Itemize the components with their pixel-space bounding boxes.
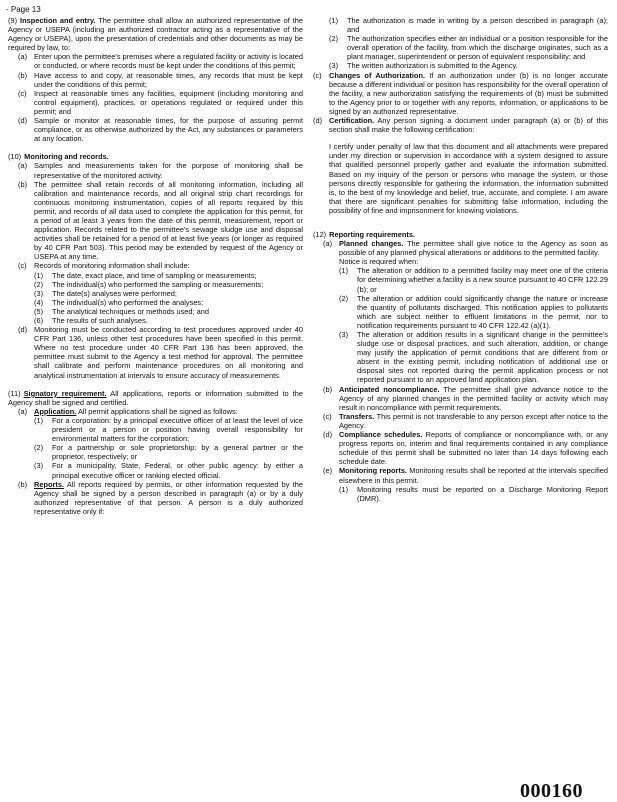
- list-item: [329, 61, 608, 70]
- item-text: Monitoring must be conducted according to test procedures approved under 40 CFR Part 136, unless other test procedures have been specified in this permit. Where no test procedure under 40 CFR Part 136 has been approved, the permittee must submit to the Agency a test method for approval. The permittee shall calibrate and perform maintenance procedures on all monitoring and analytical instrumentation at intervals to ensure accuracy of measurements.: [34, 325, 303, 380]
- section-number: (12): [313, 229, 327, 239]
- item-text: The individual(s) who performed the analyses;: [52, 297, 204, 307]
- section-title: Reporting requirements.: [329, 229, 415, 239]
- list-item: [313, 116, 608, 134]
- item-list: [313, 71, 608, 135]
- item-label: (d): [18, 116, 28, 126]
- section-intro: The permittee shall allow an authorized representative of the Agency or USEPA (including an authorized contractor acting as a representative of the Agency or USEPA), upon the presentation of credentials and other documents as may be required by law, to:: [8, 16, 304, 53]
- item-label: (3): [339, 330, 349, 339]
- item-text: The alteration or addition results in a significant change in the permittee's sludge use or disposal practices, and such alteration, addition, or change may justify the application of permit conditions that are different from or absent in the existing permit, including notification of additional use or disposal sites not reported during the permit application process or not reported pursuant to an approved land application plan.: [357, 330, 608, 385]
- item-text: The authorization specifies either an individual or a position responsible for the overall operation of the facility, from which the discharge originates, such as a plant manager, superintendent or person of equivalent responsibility; and: [347, 34, 608, 62]
- list-item: [34, 271, 303, 280]
- left-column: [8, 16, 303, 525]
- item-label: (1): [34, 270, 44, 280]
- item-text: All permit applications shall be signed as follows:: [77, 406, 238, 416]
- sub-item-list: [339, 266, 608, 384]
- item-label: (1): [329, 16, 339, 25]
- item-label: (d): [323, 430, 333, 440]
- item-label: (c): [18, 88, 27, 98]
- item-label: (c): [313, 70, 322, 80]
- list-item: [18, 161, 303, 179]
- list-item: [18, 325, 303, 380]
- item-text: The date(s) analyses were performed;: [52, 288, 177, 298]
- section-number: (11): [8, 388, 21, 398]
- item-label: (a): [323, 239, 333, 249]
- item-label: (a): [18, 52, 28, 62]
- item-text: Sample or monitor at reasonable times, for the purpose of assuring permit compliance, or as otherwise authorized by the Act, any substances or parameters at any location.: [34, 116, 303, 144]
- item-text: The authorization is made in writing by a person described in paragraph (a); and: [347, 16, 608, 35]
- list-item: [18, 71, 303, 89]
- item-list: [18, 161, 303, 270]
- list-item: [339, 266, 608, 293]
- item-text: The analytical techniques or methods used; and: [52, 306, 209, 316]
- sub-item-list: [34, 271, 303, 326]
- list-item: [339, 294, 608, 330]
- item-label: (a): [18, 161, 28, 171]
- list-item: [18, 89, 303, 116]
- item-label: (b): [18, 70, 28, 80]
- item-label: (1): [339, 266, 349, 276]
- section-title: Monitoring and records.: [24, 152, 109, 162]
- item-label: (1): [34, 415, 44, 425]
- item-text: Samples and measurements taken for the purpose of monitoring shall be representative of the monitored activity.: [34, 161, 303, 180]
- list-item: [323, 430, 608, 466]
- item-label: (d): [18, 325, 28, 335]
- item-label: (c): [18, 261, 27, 271]
- section-12-reporting: [313, 230, 608, 503]
- item-label: (2): [34, 443, 44, 453]
- list-item: [34, 298, 303, 307]
- item-label: (3): [34, 288, 44, 298]
- item-label: (3): [34, 461, 44, 471]
- list-item: [34, 461, 303, 479]
- item-text: Records of monitoring information shall include:: [34, 261, 190, 271]
- item-label: (5): [34, 306, 44, 316]
- list-item: [18, 180, 303, 262]
- item-text: The written authorization is submitted to the Agency.: [347, 61, 518, 71]
- section-11-continued: [313, 16, 608, 215]
- item-text: All reports required by permits, or other information requested by the Agency shall be signed by a person described in paragraph (a) or by a duly authorized representative of that person. A person is a duly authorized representative only if:: [34, 479, 303, 516]
- item-label: (2): [329, 34, 339, 44]
- item-text: This permit is not transferable to any person except after notice to the Agency.: [339, 411, 608, 430]
- item-title: Anticipated noncompliance.: [339, 384, 440, 394]
- list-item: [34, 316, 303, 325]
- list-item: [18, 480, 303, 516]
- item-text: Enter upon the permittee's premises where a regulated facility or activity is located or conducted, or where records must be kept under the conditions of this permit;: [34, 52, 303, 71]
- list-item: [34, 416, 303, 443]
- item-text: If an authorization under (b) is no longer accurate because a different individual or position has responsibility for the overall operation of the facility, a new authorization satisfying the requirements of (b) must be submitted to the Agency prior to or together with any reports, information, or applications to be signed by an authorized representative.: [329, 70, 608, 116]
- item-text: Have access to and copy, at reasonable times, any records that must be kept under the conditions of this permit;: [34, 70, 303, 89]
- item-text: Any person signing a document under paragraph (a) or (b) of this section shall make the following certification:: [329, 116, 608, 135]
- item-text: The permittee shall retain records of all monitoring information, including all calibration and maintenance records, and all original strip chart recordings for continuous monitoring instrumentation, copies of all reports required by this permit, and records of all data used to complete the application for this permit, for a period of at least 3 years from the date of this permit, measurement, report or application. Records related to the permittee's sewage sludge use and disposal activities shall be retained for a period of at least five years (or longer as required by 40 CFR Part 503). This period may be extended by request of the Agency or USEPA at any time.: [34, 179, 303, 262]
- item-title: Compliance schedules.: [339, 430, 423, 440]
- bates-stamp: 000160: [520, 780, 583, 802]
- list-item: [34, 289, 303, 298]
- item-text: Reports of compliance or noncompliance with, or any progress reports on, interim and final requirements contained in any compliance schedule of this permit shall be submitted no later than 14 days following each schedule date.: [339, 430, 608, 467]
- section-9-inspection: [8, 16, 303, 143]
- item-text: The individual(s) who performed the sampling or measurements;: [52, 279, 264, 289]
- sub-item-list: [339, 485, 608, 503]
- item-text: The alteration or addition could significantly change the nature or increase the quantity of pollutants discharged. This notification applies to pollutants which are subject neither to effluent limitations in the permit, nor to notification requirements pursuant to 40 CFR 122.42 (a)(1).: [357, 293, 608, 330]
- item-label: (b): [18, 479, 28, 489]
- item-label: (1): [339, 484, 349, 494]
- item-notice: Notice is required when:: [339, 257, 419, 267]
- item-label: (e): [323, 466, 333, 476]
- item-list: [323, 239, 608, 266]
- item-title: Planned changes.: [339, 239, 404, 249]
- item-label: (c): [323, 411, 332, 421]
- item-label: (3): [329, 61, 339, 71]
- item-title: Reports.: [34, 479, 64, 489]
- list-item: [18, 52, 303, 70]
- item-text: Inspect at reasonable times any facilities, equipment (including monitoring and control equipment), practices, or operations regulated or required under this permit; and: [34, 88, 303, 116]
- item-text: Monitoring results must be reported on a Discharge Monitoring Report (DMR).: [357, 484, 608, 503]
- item-text: Monitoring results shall be reported at the intervals specified elsewhere in this permit.: [339, 466, 608, 485]
- list-item: [323, 412, 608, 430]
- item-label: (a): [18, 406, 28, 416]
- item-label: (b): [18, 179, 28, 189]
- section-number: (9): [8, 16, 18, 25]
- item-label: (2): [339, 293, 349, 303]
- list-item: [323, 239, 608, 266]
- certification-statement: I certify under penalty of law that this document and all attachments were prepared under my direction or supervision in accordance with a system designed to assure that qualified personnel properly gather and evaluate the information submitted. Based on my inquiry of the person or persons who manage the system, or those persons directly responsible for gathering the information, the information submitted is, to the best of my knowledge and belief, true, accurate, and complete. I am aware that there are significant penalties for submitting false information, including the possibility of fine and imprisonment for knowing violations.: [329, 142, 608, 215]
- section-10-monitoring: [8, 152, 303, 379]
- section-title: Signatory requirement.: [23, 388, 107, 398]
- list-item: [34, 280, 303, 289]
- item-text: For a partnership or sole proprietorship: by a general partner or the proprietor, respectively; or: [52, 443, 303, 462]
- section-title: Inspection and entry.: [20, 16, 96, 25]
- item-text: For a corporation: by a principal executive officer of at least the level of vice president or a person or position having overall responsibility for environmental matters for the corporation;: [52, 415, 303, 444]
- item-list: [18, 407, 303, 416]
- section-number: (10): [8, 152, 22, 162]
- right-column: [313, 16, 608, 512]
- item-label: (d): [313, 116, 323, 126]
- list-item: [18, 116, 303, 143]
- item-title: Changes of Authorization.: [329, 70, 426, 80]
- item-text: The permittee shall give advance notice to the Agency of any planned changes in the permitted facility or activity which may result in noncompliance with permit requirements.: [339, 384, 608, 412]
- list-item: [34, 307, 303, 316]
- item-label: (4): [34, 297, 44, 307]
- item-title: Certification.: [329, 116, 375, 126]
- item-list: [18, 480, 303, 516]
- list-item: [339, 485, 608, 503]
- list-item: [329, 16, 608, 34]
- page-number: - Page 13: [6, 5, 41, 14]
- item-text: The date, exact place, and time of sampling or measurements;: [52, 270, 257, 280]
- item-list: [323, 385, 608, 485]
- list-item: [329, 34, 608, 61]
- list-item: [323, 385, 608, 412]
- item-label: (2): [34, 279, 44, 289]
- list-item: [34, 443, 303, 461]
- sub-item-list: [329, 16, 608, 71]
- item-text: The results of such analyses.: [52, 316, 148, 325]
- item-text: The permittee shall give notice to the Agency as soon as possible of any planned physical alterations or additions to the permitted facility.: [339, 239, 609, 258]
- list-item: [339, 330, 608, 385]
- sub-item-list: [34, 416, 303, 480]
- section-11-signatory: [8, 389, 303, 516]
- section-intro: All applications, reports or information submitted to the Agency shall be signed and certified.: [8, 388, 303, 407]
- list-item: [18, 407, 303, 416]
- item-list: [18, 325, 303, 380]
- item-title: Transfers.: [339, 411, 375, 421]
- item-text: For a municipality, State, Federal, or other public agency: by either a principal executive officer or ranking elected official.: [52, 461, 303, 480]
- list-item: [313, 71, 608, 116]
- item-title: Application.: [34, 406, 77, 416]
- list-item: [18, 261, 303, 270]
- item-list: [18, 52, 303, 143]
- item-label: (b): [323, 384, 333, 394]
- list-item: [323, 466, 608, 484]
- item-title: Monitoring reports.: [339, 466, 407, 476]
- item-text: The alteration or addition to a permitted facility may meet one of the criteria for determining whether a facility is a new source pursuant to 40 CFR 122.29 (b); or: [357, 266, 609, 294]
- item-label: (6): [34, 316, 44, 325]
